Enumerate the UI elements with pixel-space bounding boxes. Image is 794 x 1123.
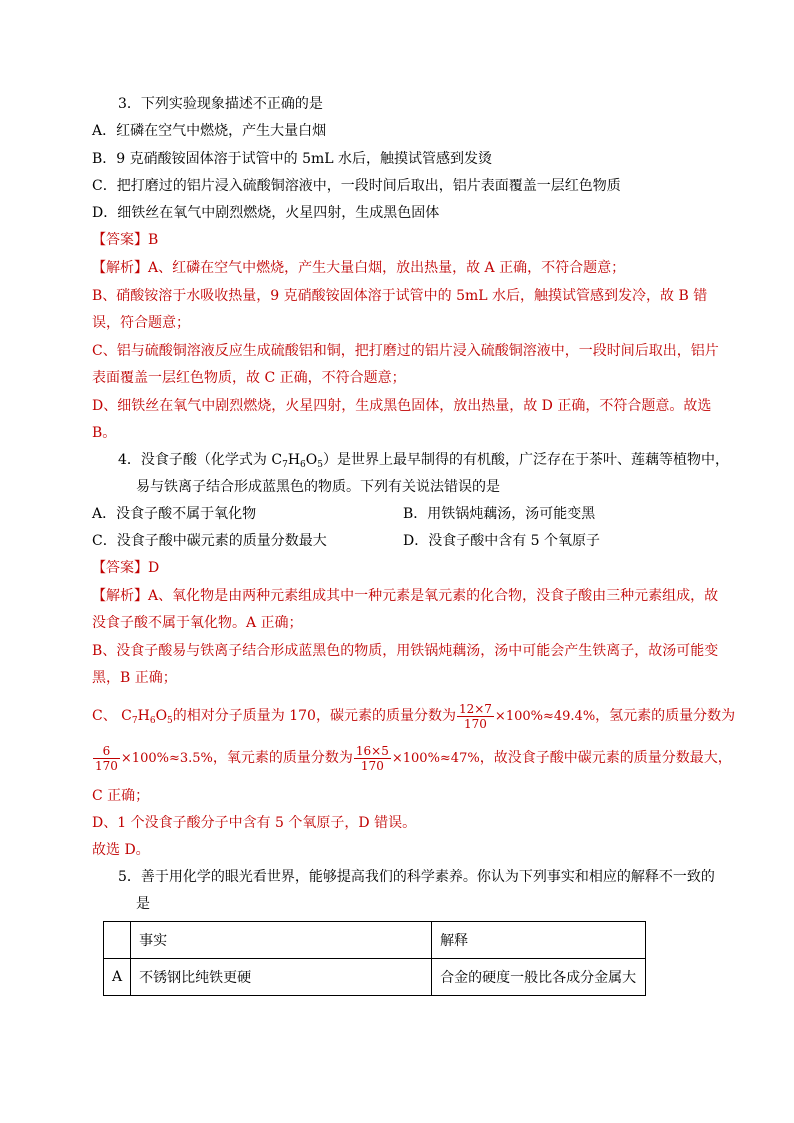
stem-text: H [287, 452, 301, 468]
question-3-analysis-c2: 表面覆盖一层红色物质，故 C 正确，不符合题意； [92, 370, 406, 386]
table-header-cell [104, 922, 131, 959]
question-3-analysis-c1: C、铝与硫酸铜溶液反应生成硫酸铝和铜，把打磨过的铝片浸入硫酸铜溶液中，一段时间后取出，铝片 [92, 343, 719, 359]
analysis-text: ，氧元素的质量分数为 [212, 750, 353, 766]
fraction-oxygen [354, 744, 391, 773]
question-3-option-a: A．红磷在空气中燃烧，产生大量白烟 [92, 123, 327, 139]
question-4-analysis-a2: 没食子酸不属于氧化物。A 正确； [92, 615, 303, 631]
math-text: ×100%≈3.5% [120, 751, 213, 766]
fraction-denominator: 170 [95, 758, 118, 773]
table-cell: 合金的硬度一般比各成分金属大 [432, 959, 646, 996]
subscript: 6 [300, 460, 306, 470]
fraction-denominator: 170 [360, 758, 384, 773]
subscript: 7 [131, 716, 138, 726]
question-4-stem-line1 [118, 450, 729, 475]
question-4-conclusion: 故选 D。 [92, 842, 150, 858]
question-5-stem-line2: 是 [136, 896, 150, 912]
facts-table [103, 921, 646, 996]
answer-tag: 【答案】 [92, 232, 148, 248]
analysis-text: ，氢元素的质量分数为 [595, 708, 736, 724]
table-header-cell: 解释 [432, 922, 646, 959]
math-text: ×100%≈47% [391, 751, 480, 766]
table-row [104, 959, 646, 996]
fraction-numerator: 16×5 [355, 743, 389, 758]
answer-value: D [148, 560, 160, 576]
subscript: 5 [167, 716, 173, 726]
question-3-analysis-b2: 误，符合题意； [92, 315, 190, 331]
math-text: ×100%≈49.4% [494, 709, 596, 724]
table-cell: 不锈钢比纯铁更硬 [131, 959, 432, 996]
question-4-analysis-c2 [92, 742, 732, 775]
answer-tag: 【答案】 [92, 560, 148, 576]
analysis-tag: 【解析】 [92, 260, 148, 276]
subscript: 5 [317, 460, 323, 470]
analysis-text: C、 C [92, 708, 132, 724]
question-3-answer [92, 230, 158, 250]
fraction-hydrogen [93, 744, 120, 773]
question-3-option-b: B．9 克硝酸铵固体溶于试管中的 5mL 水后，触摸试管感到发烫 [92, 151, 493, 167]
question-3-analysis-d2: B。 [92, 425, 117, 441]
subscript: 6 [149, 716, 156, 726]
table-header-row [104, 922, 646, 959]
analysis-text: O [155, 708, 168, 724]
fraction-carbon [457, 702, 494, 731]
fraction-denominator: 170 [463, 716, 487, 731]
question-3-option-c: C．把打磨过的铝片浸入硫酸铜溶液中，一段时间后取出，铝片表面覆盖一层红色物质 [92, 178, 621, 194]
question-3-analysis-b1: B、硝酸铵溶于水吸收热量，9 克硝酸铵固体溶于试管中的 5mL 水后，触摸试管感到发冷，故 B 错 [92, 288, 708, 304]
question-4-analysis-d: D、1 个没食子酸分子中含有 5 个氧原子，D 错误。 [92, 815, 417, 831]
question-5-stem-line1: 5．善于用化学的眼光看世界，能够提高我们的科学素养。你认为下列事实和相应的解释不一致的 [118, 869, 715, 885]
question-4-answer [92, 558, 159, 578]
analysis-text: H [137, 708, 150, 724]
question-4-option-d: D．没食子酸中含有 5 个氧原子 [403, 533, 601, 549]
analysis-text: A、氧化物是由两种元素组成其中一种元素是氧元素的化合物，没食子酸由三种元素组成，故 [148, 588, 719, 604]
question-3-analysis-d1: D、细铁丝在氧气中剧烈燃烧，火星四射，生成黑色固体，放出热量，故 D 正确，不符合题意。故选 [92, 398, 712, 414]
stem-text: O [305, 452, 318, 468]
question-4-analysis-b2: 黑，B 正确； [92, 670, 177, 686]
question-4-stem-line2: 易与铁离子结合形成蓝黑色的物质。下列有关说法错误的是 [136, 479, 500, 495]
question-4-option-b: B．用铁锅炖藕汤，汤可能变黑 [403, 506, 596, 522]
question-3-analysis-a [92, 258, 625, 278]
question-4-analysis-c1 [92, 700, 735, 737]
table-header-cell: 事实 [131, 922, 432, 959]
question-4-analysis-a1 [92, 586, 718, 606]
stem-text: 4．没食子酸（化学式为 C [118, 452, 283, 468]
question-4-analysis-c3: C 正确； [92, 788, 150, 804]
question-4-option-c: C．没食子酸中碳元素的质量分数最大 [92, 533, 327, 549]
answer-value: B [148, 232, 159, 248]
subscript: 7 [282, 460, 288, 470]
analysis-text: 的相对分子质量为 170，碳元素的质量分数为 [172, 708, 456, 724]
question-4-analysis-b1: B、没食子酸易与铁离子结合形成蓝黑色的物质，用铁锅炖藕汤，汤中可能会产生铁离子，故汤可能变 [92, 643, 719, 659]
analysis-text: ，故没食子酸中碳元素的质量分数最大， [479, 750, 732, 766]
question-4-option-a: A．没食子酸不属于氧化物 [92, 506, 257, 522]
fraction-numerator: 6 [93, 744, 120, 759]
fraction-numerator: 12×7 [458, 701, 492, 716]
question-3-option-d: D．细铁丝在氧气中剧烈燃烧，火星四射，生成黑色固体 [92, 205, 440, 221]
stem-text: ）是世界上最早制得的有机酸，广泛存在于茶叶、莲藕等植物中， [322, 452, 729, 468]
analysis-text: A、红磷在空气中燃烧，产生大量白烟，放出热量，故 A 正确，不符合题意； [148, 260, 626, 276]
question-3-stem: 3．下列实验现象描述不正确的是 [118, 96, 323, 112]
table-cell: A [104, 959, 131, 996]
analysis-tag: 【解析】 [92, 588, 148, 604]
